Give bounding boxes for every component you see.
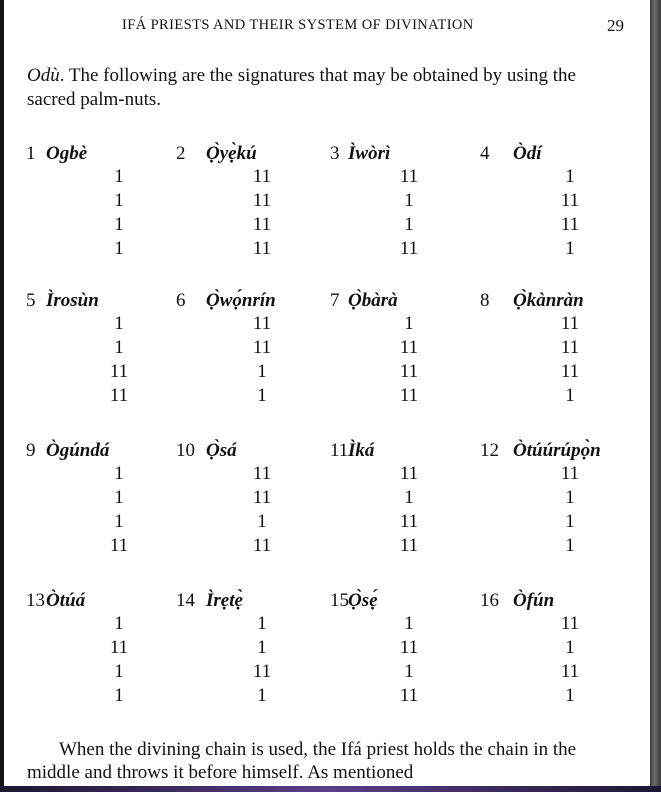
intro-text: . The following are the signatures that may be obtained by using the sacred palm-nuts. [27,65,576,110]
signature-number: 6 [176,290,186,311]
intro-lead: Odù [27,65,60,86]
signature-mark: 1 [565,637,575,658]
signature-mark: 11 [560,463,580,484]
signature-name: Ìrosùn [46,290,99,311]
signature-name: Ọ̀wọ́nrín [206,290,276,311]
signature-mark: 1 [114,313,124,334]
signature-name: Ìká [348,440,375,461]
signature-mark: 11 [399,238,419,259]
signature-mark: 1 [114,685,124,706]
signature-mark: 11 [399,385,419,406]
signature-mark: 11 [109,361,129,382]
signature-mark: 1 [114,214,124,235]
signature-mark: 11 [399,535,419,556]
signature-mark: 11 [399,337,419,358]
signature-mark: 1 [565,535,575,556]
signature-mark: 1 [257,385,267,406]
signature-number: 11 [330,440,349,461]
signature-mark: 1 [404,214,414,235]
book-page [4,0,650,786]
signature-name: Òtúúrúpọ̀n [513,440,601,461]
signature-mark: 1 [565,385,575,406]
signature-name: Ọ̀sẹ́ [348,590,378,611]
signature-mark: 1 [404,661,414,682]
signature-number: 9 [26,440,36,461]
signature-mark: 1 [565,511,575,532]
signature-mark: 1 [257,685,267,706]
signature-mark: 11 [399,685,419,706]
signature-mark: 11 [109,535,129,556]
signature-mark: 11 [560,313,580,334]
signature-mark: 11 [560,214,580,235]
signature-mark: 1 [257,613,267,634]
signature-name: Ìwòrì [348,143,391,164]
signature-mark: 1 [257,637,267,658]
signature-number: 2 [176,143,186,164]
signature-mark: 11 [399,166,419,187]
signature-name: Ọ̀yẹ̀kú [206,143,257,164]
scrollbar[interactable] [650,0,661,792]
signature-number: 16 [480,590,499,611]
signature-mark: 11 [252,661,272,682]
signature-mark: 11 [399,361,419,382]
signature-mark: 11 [560,661,580,682]
signature-mark: 11 [399,511,419,532]
signature-mark: 1 [114,661,124,682]
signature-mark: 11 [252,166,272,187]
signature-mark: 1 [114,190,124,211]
signature-mark: 11 [399,463,419,484]
page-number: 29 [607,16,624,35]
signature-number: 13 [26,590,45,611]
signature-mark: 11 [109,637,129,658]
signature-number: 4 [480,143,490,164]
signature-mark: 1 [114,613,124,634]
signature-mark: 1 [404,313,414,334]
signature-mark: 1 [114,238,124,259]
signature-mark: 1 [257,361,267,382]
signature-mark: 1 [565,238,575,259]
signature-number: 12 [480,440,499,461]
signature-number: 15 [330,590,349,611]
signature-mark: 11 [252,214,272,235]
signature-number: 8 [480,290,490,311]
signature-name: Ìrẹtẹ̀ [206,590,243,611]
signature-mark: 1 [114,487,124,508]
signature-mark: 11 [560,190,580,211]
signature-mark: 1 [565,487,575,508]
signature-mark: 1 [114,463,124,484]
signature-mark: 11 [252,487,272,508]
signature-mark: 1 [565,166,575,187]
signature-mark: 1 [114,337,124,358]
signature-mark: 1 [565,685,575,706]
signature-mark: 11 [252,463,272,484]
closing-paragraph: When the divining chain is used, the Ifá priest holds the chain in the middle and throws it before himself. As mentioned [27,739,577,783]
signature-mark: 1 [404,613,414,634]
signature-mark: 11 [252,313,272,334]
signature-mark: 1 [114,166,124,187]
signature-mark: 1 [404,190,414,211]
signature-mark: 11 [252,238,272,259]
signature-mark: 1 [114,511,124,532]
signature-name: Ọ̀sá [206,440,237,461]
signature-number: 3 [330,143,340,164]
intro-paragraph [27,64,627,112]
signature-mark: 11 [109,385,129,406]
signature-number: 10 [176,440,195,461]
signature-name: Ogbè [46,143,88,164]
signature-mark: 11 [252,337,272,358]
signature-name: Ọ̀bàrà [348,290,398,311]
signature-mark: 11 [252,535,272,556]
signature-number: 1 [26,143,36,164]
signature-mark: 11 [560,361,580,382]
signature-mark: 11 [560,337,580,358]
signature-mark: 1 [257,511,267,532]
signature-mark: 1 [404,487,414,508]
signature-mark: 11 [399,637,419,658]
signature-number: 5 [26,290,36,311]
signature-name: Òdí [513,143,542,164]
signature-name: Ògúndá [46,440,110,461]
bottom-bar [0,786,661,792]
signature-name: Ọ̀kànràn [513,290,584,311]
signature-number: 7 [330,290,340,311]
signature-number: 14 [176,590,195,611]
signature-mark: 11 [252,190,272,211]
signature-mark: 11 [560,613,580,634]
running-head: IFÁ PRIESTS AND THEIR SYSTEM OF DIVINATION [122,17,474,33]
signature-name: Òfún [513,590,555,611]
signature-name: Òtúá [46,590,86,611]
